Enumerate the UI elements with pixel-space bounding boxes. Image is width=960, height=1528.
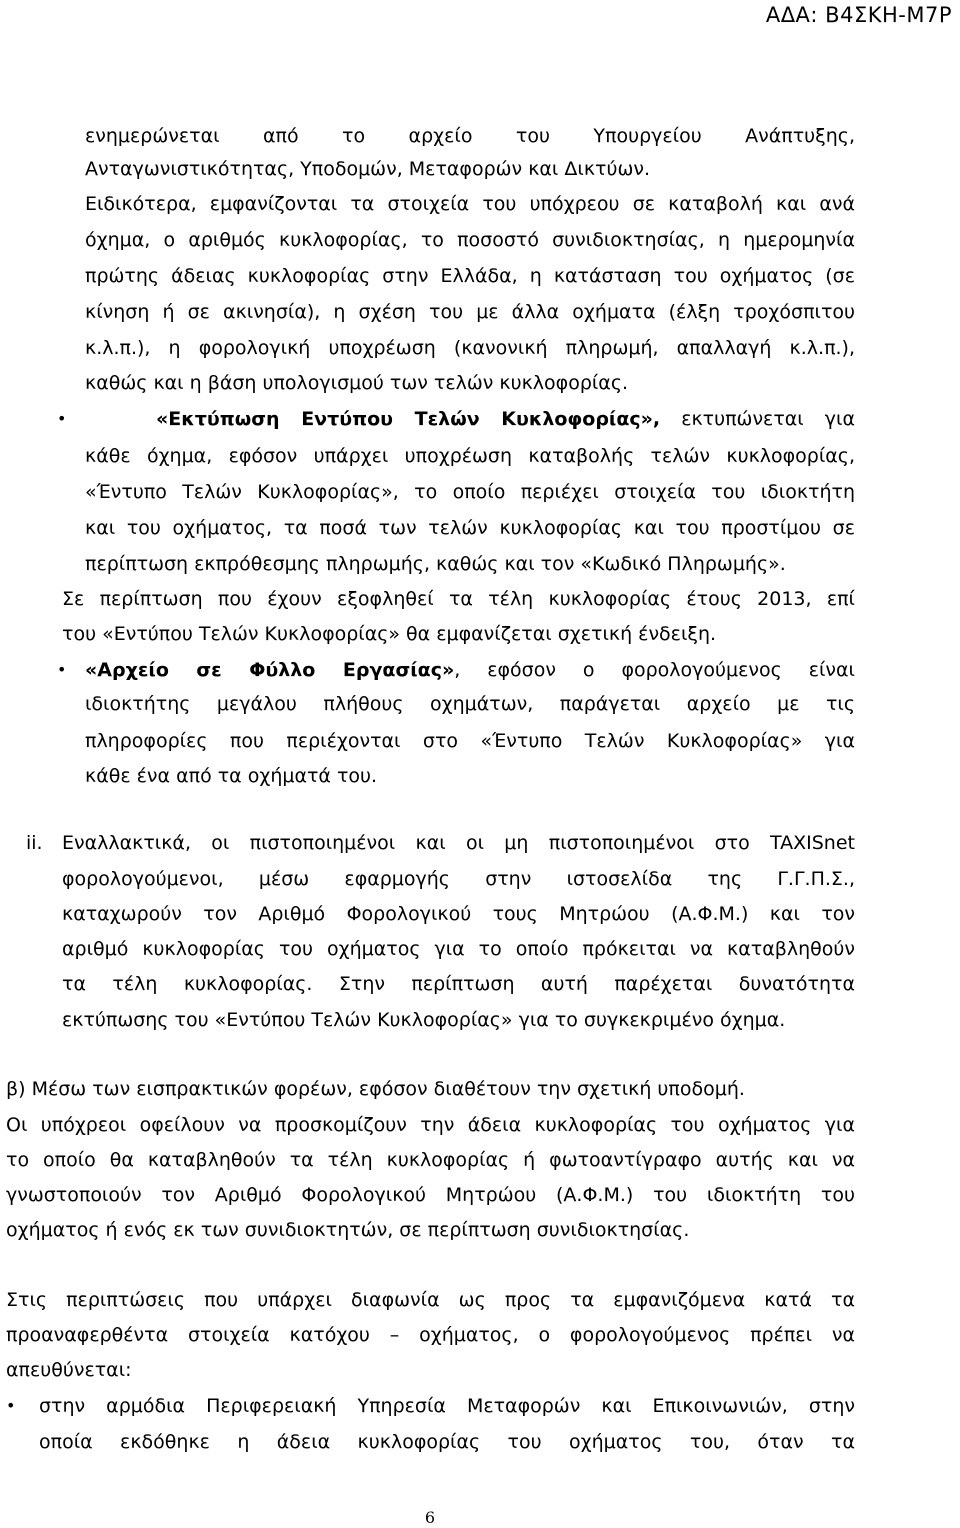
paragraph-line: «Έντυπο Τελών Κυκλοφορίας», το οποίο περιέχει στοιχεία του ιδιοκτήτη <box>85 481 855 503</box>
paragraph-line: εκτύπωσης του «Εντύπου Τελών Κυκλοφορίας» για το συγκεκριμένο όχημα. <box>62 1009 786 1031</box>
paragraph-line: καταχωρούν τον Αριθμό Φορολογικού τους Μητρώου (Α.Φ.Μ.) και τον <box>62 903 855 925</box>
paragraph-line: πληροφορίες που περιέχονται στο «Έντυπο Τελών Κυκλοφορίας» για <box>85 730 855 752</box>
paragraph-line: περίπτωση εκπρόθεσμης πληρωμής, καθώς και τον «Κωδικό Πληρωμής». <box>85 553 786 575</box>
paragraph-line: κάθε όχημα, εφόσον υπάρχει υποχρέωση καταβολής τελών κυκλοφορίας, <box>85 445 855 467</box>
paragraph-line: κάθε ένα από τα οχήματά του. <box>85 765 378 787</box>
paragraph-line: κ.λ.π.), η φορολογική υποχρέωση (κανονική πληρωμή, απαλλαγή κ.λ.π.), <box>85 337 855 359</box>
paragraph-line: οποία εκδόθηκε η άδεια κυκλοφορίας του οχήματος του, όταν τα <box>39 1431 855 1453</box>
paragraph-line: και του οχήματος, τα ποσά των τελών κυκλοφορίας και του προστίμου σε <box>85 517 855 539</box>
bullet-first-line <box>156 405 855 433</box>
paragraph-line: Ανταγωνιστικότητας, Υποδομών, Μεταφορών και Δικτύων. <box>85 158 651 180</box>
bullet-icon: • <box>6 1396 16 1415</box>
ada-code: ΑΔΑ: Β4ΣΚΗ-Μ7Ρ <box>765 3 952 27</box>
paragraph-line: κίνηση ή σε ακινησία), η σχέση του με άλλα οχήματα (έλξη τροχόσπιτου <box>85 301 855 323</box>
paragraph-line: το οποίο θα καταβληθούν τα τέλη κυκλοφορίας ή φωτοαντίγραφο αυτής και να <box>6 1149 855 1171</box>
paragraph-line: Στις περιπτώσεις που υπάρχει διαφωνία ως προς τα εμφανιζόμενα κατά τα <box>6 1289 855 1311</box>
paragraph-line: στην αρμόδια Περιφερειακή Υπηρεσία Μεταφορών και Επικοινωνιών, στην <box>39 1395 855 1417</box>
page-number: 6 <box>424 1508 436 1527</box>
roman-numeral: ii. <box>26 832 43 854</box>
paragraph-line: καθώς και η βάση υπολογισμού των τελών κυκλοφορίας. <box>85 372 629 394</box>
paragraph-line: απευθύνεται: <box>6 1359 132 1381</box>
bullet-icon: • <box>57 660 67 679</box>
bullet-icon: • <box>57 409 67 428</box>
paragraph-line: τα τέλη κυκλοφορίας. Στην περίπτωση αυτή παρέχεται δυνατότητα <box>62 973 855 995</box>
paragraph-line: φορολογούμενοι, μέσω εφαρμογής στην ιστοσελίδα της Γ.Γ.Π.Σ., <box>62 868 855 890</box>
paragraph-line: οχήματος ή ενός εκ των συνιδιοκτητών, σε περίπτωση συνιδιοκτησίας. <box>6 1219 690 1241</box>
paragraph-line: όχημα, ο αριθμός κυκλοφορίας, το ποσοστό συνιδιοκτησίας, η ημερομηνία <box>85 229 855 251</box>
bullet-text: εκτυπώνεται για <box>660 408 855 430</box>
section-heading: β) Μέσω των εισπρακτικών φορέων, εφόσον διαθέτουν την σχετική υποδομή. <box>6 1078 745 1100</box>
paragraph-line: Ειδικότερα, εμφανίζονται τα στοιχεία του υπόχρεου σε καταβολή και ανά <box>85 193 855 215</box>
paragraph-line: πρώτης άδειας κυκλοφορίας στην Ελλάδα, η κατάσταση του οχήματος (σε <box>85 265 855 287</box>
paragraph-line: γνωστοποιούν τον Αριθμό Φορολογικού Μητρώου (Α.Φ.Μ.) του ιδιοκτήτη του <box>6 1184 855 1206</box>
paragraph-line: προαναφερθέντα στοιχεία κατόχου – οχήματος, ο φορολογούμενος πρέπει να <box>6 1324 855 1346</box>
bullet-text: , εφόσον ο φορολογούμενος είναι <box>454 659 855 681</box>
paragraph-line: Οι υπόχρεοι οφείλουν να προσκομίζουν την άδεια κυκλοφορίας του οχήματος για <box>6 1114 855 1136</box>
paragraph-line: αριθμό κυκλοφορίας του οχήματος για το οποίο πρόκειται να καταβληθούν <box>62 938 855 960</box>
bold-term: «Εκτύπωση Εντύπου Τελών Κυκλοφορίας», <box>156 408 661 430</box>
paragraph-line: ιδιοκτήτης μεγάλου πλήθους οχημάτων, παράγεται αρχείο με τις <box>85 693 855 715</box>
paragraph-line: Σε περίπτωση που έχουν εξοφληθεί τα τέλη κυκλοφορίας έτους 2013, επί <box>62 588 855 610</box>
paragraph-line: Εναλλακτικά, οι πιστοποιημένοι και οι μη πιστοποιημένοι στο TAXISnet <box>62 832 855 854</box>
bullet-first-line <box>85 656 855 684</box>
bold-term: «Αρχείο σε Φύλλο Εργασίας» <box>85 659 455 681</box>
paragraph-line: του «Εντύπου Τελών Κυκλοφορίας» θα εμφανίζεται σχετική ένδειξη. <box>62 623 717 645</box>
paragraph-line: ενημερώνεται από το αρχείο του Υπουργείου Ανάπτυξης, <box>85 125 855 147</box>
